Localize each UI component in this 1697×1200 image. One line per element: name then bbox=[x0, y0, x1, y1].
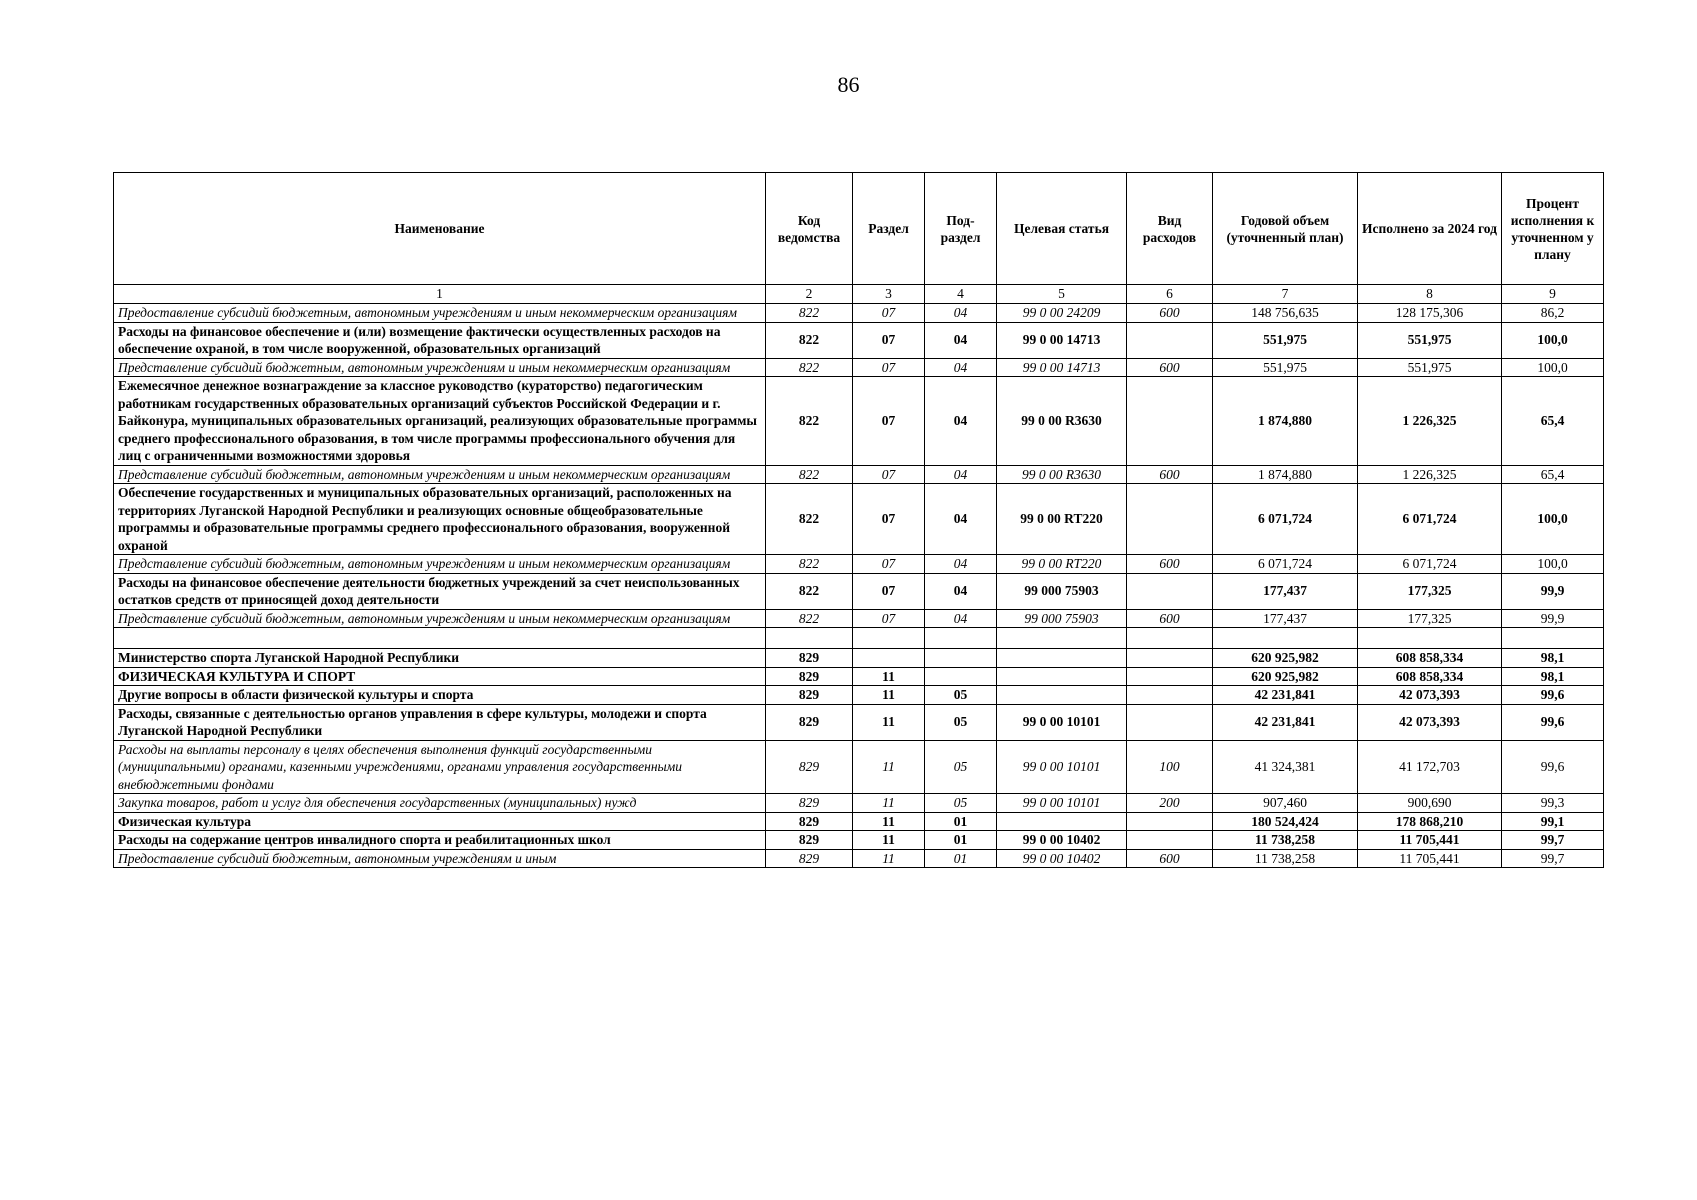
row-name: Закупка товаров, работ и услуг для обеспечения государственных (муниципальных) нужд bbox=[114, 794, 766, 813]
row-code: 822 bbox=[766, 573, 853, 609]
column-number: 9 bbox=[1502, 285, 1604, 304]
row-percent: 99,6 bbox=[1502, 740, 1604, 794]
row-done: 1 226,325 bbox=[1358, 377, 1502, 466]
row-target: 99 000 75903 bbox=[997, 609, 1127, 628]
row-type: 600 bbox=[1127, 465, 1213, 484]
header-subsection: Под-раздел bbox=[925, 173, 997, 285]
header-row bbox=[114, 173, 1604, 285]
row-plan: 907,460 bbox=[1213, 794, 1358, 813]
row-percent: 98,1 bbox=[1502, 667, 1604, 686]
row-plan: 11 738,258 bbox=[1213, 849, 1358, 868]
header-plan: Годовой объем (уточненный план) bbox=[1213, 173, 1358, 285]
row-target bbox=[997, 667, 1127, 686]
column-number: 4 bbox=[925, 285, 997, 304]
row-target: 99 0 00 10101 bbox=[997, 740, 1127, 794]
row-done: 42 073,393 bbox=[1358, 686, 1502, 705]
row-code: 822 bbox=[766, 609, 853, 628]
header-type: Вид расходов bbox=[1127, 173, 1213, 285]
row-type bbox=[1127, 649, 1213, 668]
row-section: 11 bbox=[853, 686, 925, 705]
row-plan: 177,437 bbox=[1213, 609, 1358, 628]
row-code: 829 bbox=[766, 704, 853, 740]
column-number: 7 bbox=[1213, 285, 1358, 304]
row-percent: 99,7 bbox=[1502, 849, 1604, 868]
row-section: 11 bbox=[853, 794, 925, 813]
row-plan: 1 874,880 bbox=[1213, 465, 1358, 484]
row-subsection bbox=[925, 667, 997, 686]
row-plan: 6 071,724 bbox=[1213, 555, 1358, 574]
row-done bbox=[1358, 628, 1502, 649]
row-type: 200 bbox=[1127, 794, 1213, 813]
budget-table bbox=[113, 172, 1604, 868]
row-subsection: 05 bbox=[925, 704, 997, 740]
row-done: 42 073,393 bbox=[1358, 704, 1502, 740]
row-code: 822 bbox=[766, 304, 853, 323]
row-percent: 99,3 bbox=[1502, 794, 1604, 813]
row-type bbox=[1127, 573, 1213, 609]
row-plan: 180 524,424 bbox=[1213, 812, 1358, 831]
row-section: 11 bbox=[853, 812, 925, 831]
table-row bbox=[114, 628, 1604, 649]
row-code: 829 bbox=[766, 649, 853, 668]
row-percent: 99,9 bbox=[1502, 573, 1604, 609]
row-plan: 620 925,982 bbox=[1213, 667, 1358, 686]
table-row bbox=[114, 465, 1604, 484]
column-number: 6 bbox=[1127, 285, 1213, 304]
row-percent: 99,7 bbox=[1502, 831, 1604, 850]
row-code: 829 bbox=[766, 831, 853, 850]
column-number: 5 bbox=[997, 285, 1127, 304]
row-target: 99 0 00 R3630 bbox=[997, 465, 1127, 484]
row-type bbox=[1127, 322, 1213, 358]
row-percent: 100,0 bbox=[1502, 484, 1604, 555]
row-subsection bbox=[925, 649, 997, 668]
row-plan: 42 231,841 bbox=[1213, 686, 1358, 705]
table-row bbox=[114, 609, 1604, 628]
row-code bbox=[766, 628, 853, 649]
row-name: Обеспечение государственных и муниципальных образовательных организаций, расположенных на территориях Луганской Народной Республики и реализующих основные общеобразовательные программы и образовательные программы среднего профессионального образования, вооруженной охраной bbox=[114, 484, 766, 555]
header-section: Раздел bbox=[853, 173, 925, 285]
table-row bbox=[114, 484, 1604, 555]
row-target: 99 0 00 10402 bbox=[997, 831, 1127, 850]
row-type bbox=[1127, 484, 1213, 555]
row-plan: 41 324,381 bbox=[1213, 740, 1358, 794]
row-done: 608 858,334 bbox=[1358, 649, 1502, 668]
row-section bbox=[853, 649, 925, 668]
row-name: Расходы на выплаты персоналу в целях обеспечения выполнения функций государственными (муниципальными) органами, казенными учреждениями, органами управления государственными внебюджетными фондами bbox=[114, 740, 766, 794]
row-name: Представление субсидий бюджетным, автономным учреждениям и иным некоммерческим организациям bbox=[114, 465, 766, 484]
row-done: 11 705,441 bbox=[1358, 831, 1502, 850]
row-name: Предоставление субсидий бюджетным, автономным учреждениям и иным некоммерческим организациям bbox=[114, 304, 766, 323]
row-subsection: 05 bbox=[925, 740, 997, 794]
row-subsection: 05 bbox=[925, 686, 997, 705]
row-type: 100 bbox=[1127, 740, 1213, 794]
header-name: Наименование bbox=[114, 173, 766, 285]
row-name: Представление субсидий бюджетным, автономным учреждениям и иным некоммерческим организациям bbox=[114, 609, 766, 628]
row-name: Расходы на содержание центров инвалидного спорта и реабилитационных школ bbox=[114, 831, 766, 850]
table-row bbox=[114, 704, 1604, 740]
row-code: 829 bbox=[766, 686, 853, 705]
row-type bbox=[1127, 812, 1213, 831]
table-row bbox=[114, 794, 1604, 813]
row-plan: 551,975 bbox=[1213, 322, 1358, 358]
table-row bbox=[114, 686, 1604, 705]
row-code: 829 bbox=[766, 667, 853, 686]
row-section: 07 bbox=[853, 609, 925, 628]
row-subsection: 04 bbox=[925, 465, 997, 484]
row-target bbox=[997, 686, 1127, 705]
table-row bbox=[114, 322, 1604, 358]
row-type bbox=[1127, 377, 1213, 466]
row-code: 822 bbox=[766, 322, 853, 358]
row-done: 178 868,210 bbox=[1358, 812, 1502, 831]
row-code: 822 bbox=[766, 377, 853, 466]
column-number: 1 bbox=[114, 285, 766, 304]
row-target: 99 0 00 10402 bbox=[997, 849, 1127, 868]
row-plan: 42 231,841 bbox=[1213, 704, 1358, 740]
row-percent: 100,0 bbox=[1502, 555, 1604, 574]
header-target: Целевая статья bbox=[997, 173, 1127, 285]
row-code: 829 bbox=[766, 849, 853, 868]
header-done: Исполнено за 2024 год bbox=[1358, 173, 1502, 285]
row-subsection: 04 bbox=[925, 573, 997, 609]
row-name: Физическая культура bbox=[114, 812, 766, 831]
row-plan: 11 738,258 bbox=[1213, 831, 1358, 850]
row-target: 99 0 00 10101 bbox=[997, 704, 1127, 740]
row-type bbox=[1127, 831, 1213, 850]
row-done: 6 071,724 bbox=[1358, 555, 1502, 574]
column-number: 8 bbox=[1358, 285, 1502, 304]
row-plan: 1 874,880 bbox=[1213, 377, 1358, 466]
row-done: 177,325 bbox=[1358, 573, 1502, 609]
row-target: 99 000 75903 bbox=[997, 573, 1127, 609]
row-section: 07 bbox=[853, 555, 925, 574]
row-done: 608 858,334 bbox=[1358, 667, 1502, 686]
table-row bbox=[114, 831, 1604, 850]
page-number: 86 bbox=[837, 72, 860, 97]
row-plan bbox=[1213, 628, 1358, 649]
row-subsection: 01 bbox=[925, 849, 997, 868]
row-subsection: 01 bbox=[925, 831, 997, 850]
table-row bbox=[114, 304, 1604, 323]
header-code: Код ведомства bbox=[766, 173, 853, 285]
column-number: 3 bbox=[853, 285, 925, 304]
row-type: 600 bbox=[1127, 555, 1213, 574]
row-percent: 99,6 bbox=[1502, 704, 1604, 740]
row-section bbox=[853, 628, 925, 649]
row-percent: 65,4 bbox=[1502, 465, 1604, 484]
row-subsection: 04 bbox=[925, 304, 997, 323]
table-row bbox=[114, 667, 1604, 686]
row-section: 11 bbox=[853, 831, 925, 850]
table-row bbox=[114, 377, 1604, 466]
row-name: Представление субсидий бюджетным, автономным учреждениям и иным некоммерческим организациям bbox=[114, 358, 766, 377]
row-done: 1 226,325 bbox=[1358, 465, 1502, 484]
row-percent: 99,6 bbox=[1502, 686, 1604, 705]
row-code: 822 bbox=[766, 465, 853, 484]
row-plan: 551,975 bbox=[1213, 358, 1358, 377]
table-row bbox=[114, 812, 1604, 831]
row-name: Предоставление субсидий бюджетным, автономным учреждениям и иным bbox=[114, 849, 766, 868]
row-type: 600 bbox=[1127, 304, 1213, 323]
row-name: Представление субсидий бюджетным, автономным учреждениям и иным некоммерческим организациям bbox=[114, 555, 766, 574]
table-row bbox=[114, 555, 1604, 574]
row-subsection: 04 bbox=[925, 484, 997, 555]
row-target: 99 0 00 14713 bbox=[997, 322, 1127, 358]
row-type: 600 bbox=[1127, 849, 1213, 868]
row-code: 822 bbox=[766, 358, 853, 377]
row-code: 829 bbox=[766, 740, 853, 794]
row-type bbox=[1127, 667, 1213, 686]
row-type: 600 bbox=[1127, 358, 1213, 377]
row-target: 99 0 00 RT220 bbox=[997, 484, 1127, 555]
table-row bbox=[114, 358, 1604, 377]
row-done: 41 172,703 bbox=[1358, 740, 1502, 794]
row-code: 822 bbox=[766, 484, 853, 555]
column-number: 2 bbox=[766, 285, 853, 304]
row-type bbox=[1127, 686, 1213, 705]
row-type bbox=[1127, 704, 1213, 740]
row-done: 128 175,306 bbox=[1358, 304, 1502, 323]
row-name: Министерство спорта Луганской Народной Республики bbox=[114, 649, 766, 668]
row-target bbox=[997, 649, 1127, 668]
row-percent: 99,9 bbox=[1502, 609, 1604, 628]
row-type: 600 bbox=[1127, 609, 1213, 628]
row-section: 07 bbox=[853, 484, 925, 555]
row-percent: 99,1 bbox=[1502, 812, 1604, 831]
table-row bbox=[114, 740, 1604, 794]
header-percent: Процент исполнения к уточненном у плану bbox=[1502, 173, 1604, 285]
row-section: 07 bbox=[853, 465, 925, 484]
table-row bbox=[114, 649, 1604, 668]
row-code: 829 bbox=[766, 812, 853, 831]
row-target: 99 0 00 14713 bbox=[997, 358, 1127, 377]
row-subsection: 01 bbox=[925, 812, 997, 831]
column-number-row bbox=[114, 285, 1604, 304]
row-code: 829 bbox=[766, 794, 853, 813]
row-plan: 177,437 bbox=[1213, 573, 1358, 609]
row-target: 99 0 00 10101 bbox=[997, 794, 1127, 813]
row-section: 07 bbox=[853, 377, 925, 466]
row-section: 11 bbox=[853, 740, 925, 794]
row-type bbox=[1127, 628, 1213, 649]
row-name bbox=[114, 628, 766, 649]
table-row bbox=[114, 849, 1604, 868]
row-subsection: 04 bbox=[925, 358, 997, 377]
row-subsection: 04 bbox=[925, 609, 997, 628]
row-code: 822 bbox=[766, 555, 853, 574]
row-done: 551,975 bbox=[1358, 358, 1502, 377]
row-percent: 100,0 bbox=[1502, 322, 1604, 358]
row-plan: 6 071,724 bbox=[1213, 484, 1358, 555]
row-target bbox=[997, 812, 1127, 831]
row-target: 99 0 00 24209 bbox=[997, 304, 1127, 323]
row-target bbox=[997, 628, 1127, 649]
row-percent bbox=[1502, 628, 1604, 649]
row-subsection bbox=[925, 628, 997, 649]
table-row bbox=[114, 573, 1604, 609]
row-percent: 65,4 bbox=[1502, 377, 1604, 466]
row-section: 07 bbox=[853, 358, 925, 377]
row-done: 900,690 bbox=[1358, 794, 1502, 813]
row-name: Другие вопросы в области физической культуры и спорта bbox=[114, 686, 766, 705]
row-name: Ежемесячное денежное вознаграждение за классное руководство (кураторство) педагогическим работникам государственных образовательных организаций субъектов Российской Федерации и г. Байконура, муниципальных образовательных организаций, реализующих образовательные программы среднего профессионального образования, в том числе программы профессионального обучения для лиц с ограниченными возможностями здоровья bbox=[114, 377, 766, 466]
row-name: Расходы на финансовое обеспечение и (или) возмещение фактически осуществленных расходов на обеспечение охраной, в том числе вооруженной, образовательных организаций bbox=[114, 322, 766, 358]
row-section: 07 bbox=[853, 573, 925, 609]
row-name: Расходы на финансовое обеспечение деятельности бюджетных учреждений за счет неиспользованных остатков средств от приносящей доход деятельности bbox=[114, 573, 766, 609]
row-section: 11 bbox=[853, 667, 925, 686]
row-subsection: 04 bbox=[925, 322, 997, 358]
row-subsection: 05 bbox=[925, 794, 997, 813]
row-target: 99 0 00 R3630 bbox=[997, 377, 1127, 466]
row-section: 11 bbox=[853, 704, 925, 740]
row-done: 551,975 bbox=[1358, 322, 1502, 358]
row-subsection: 04 bbox=[925, 377, 997, 466]
row-percent: 100,0 bbox=[1502, 358, 1604, 377]
row-percent: 86,2 bbox=[1502, 304, 1604, 323]
row-target: 99 0 00 RT220 bbox=[997, 555, 1127, 574]
row-plan: 148 756,635 bbox=[1213, 304, 1358, 323]
row-done: 6 071,724 bbox=[1358, 484, 1502, 555]
row-plan: 620 925,982 bbox=[1213, 649, 1358, 668]
row-subsection: 04 bbox=[925, 555, 997, 574]
row-done: 177,325 bbox=[1358, 609, 1502, 628]
row-done: 11 705,441 bbox=[1358, 849, 1502, 868]
row-name: Расходы, связанные с деятельностью органов управления в сфере культуры, молодежи и спорта Луганской Народной Республики bbox=[114, 704, 766, 740]
row-section: 11 bbox=[853, 849, 925, 868]
row-section: 07 bbox=[853, 322, 925, 358]
row-name: ФИЗИЧЕСКАЯ КУЛЬТУРА И СПОРТ bbox=[114, 667, 766, 686]
row-section: 07 bbox=[853, 304, 925, 323]
row-percent: 98,1 bbox=[1502, 649, 1604, 668]
